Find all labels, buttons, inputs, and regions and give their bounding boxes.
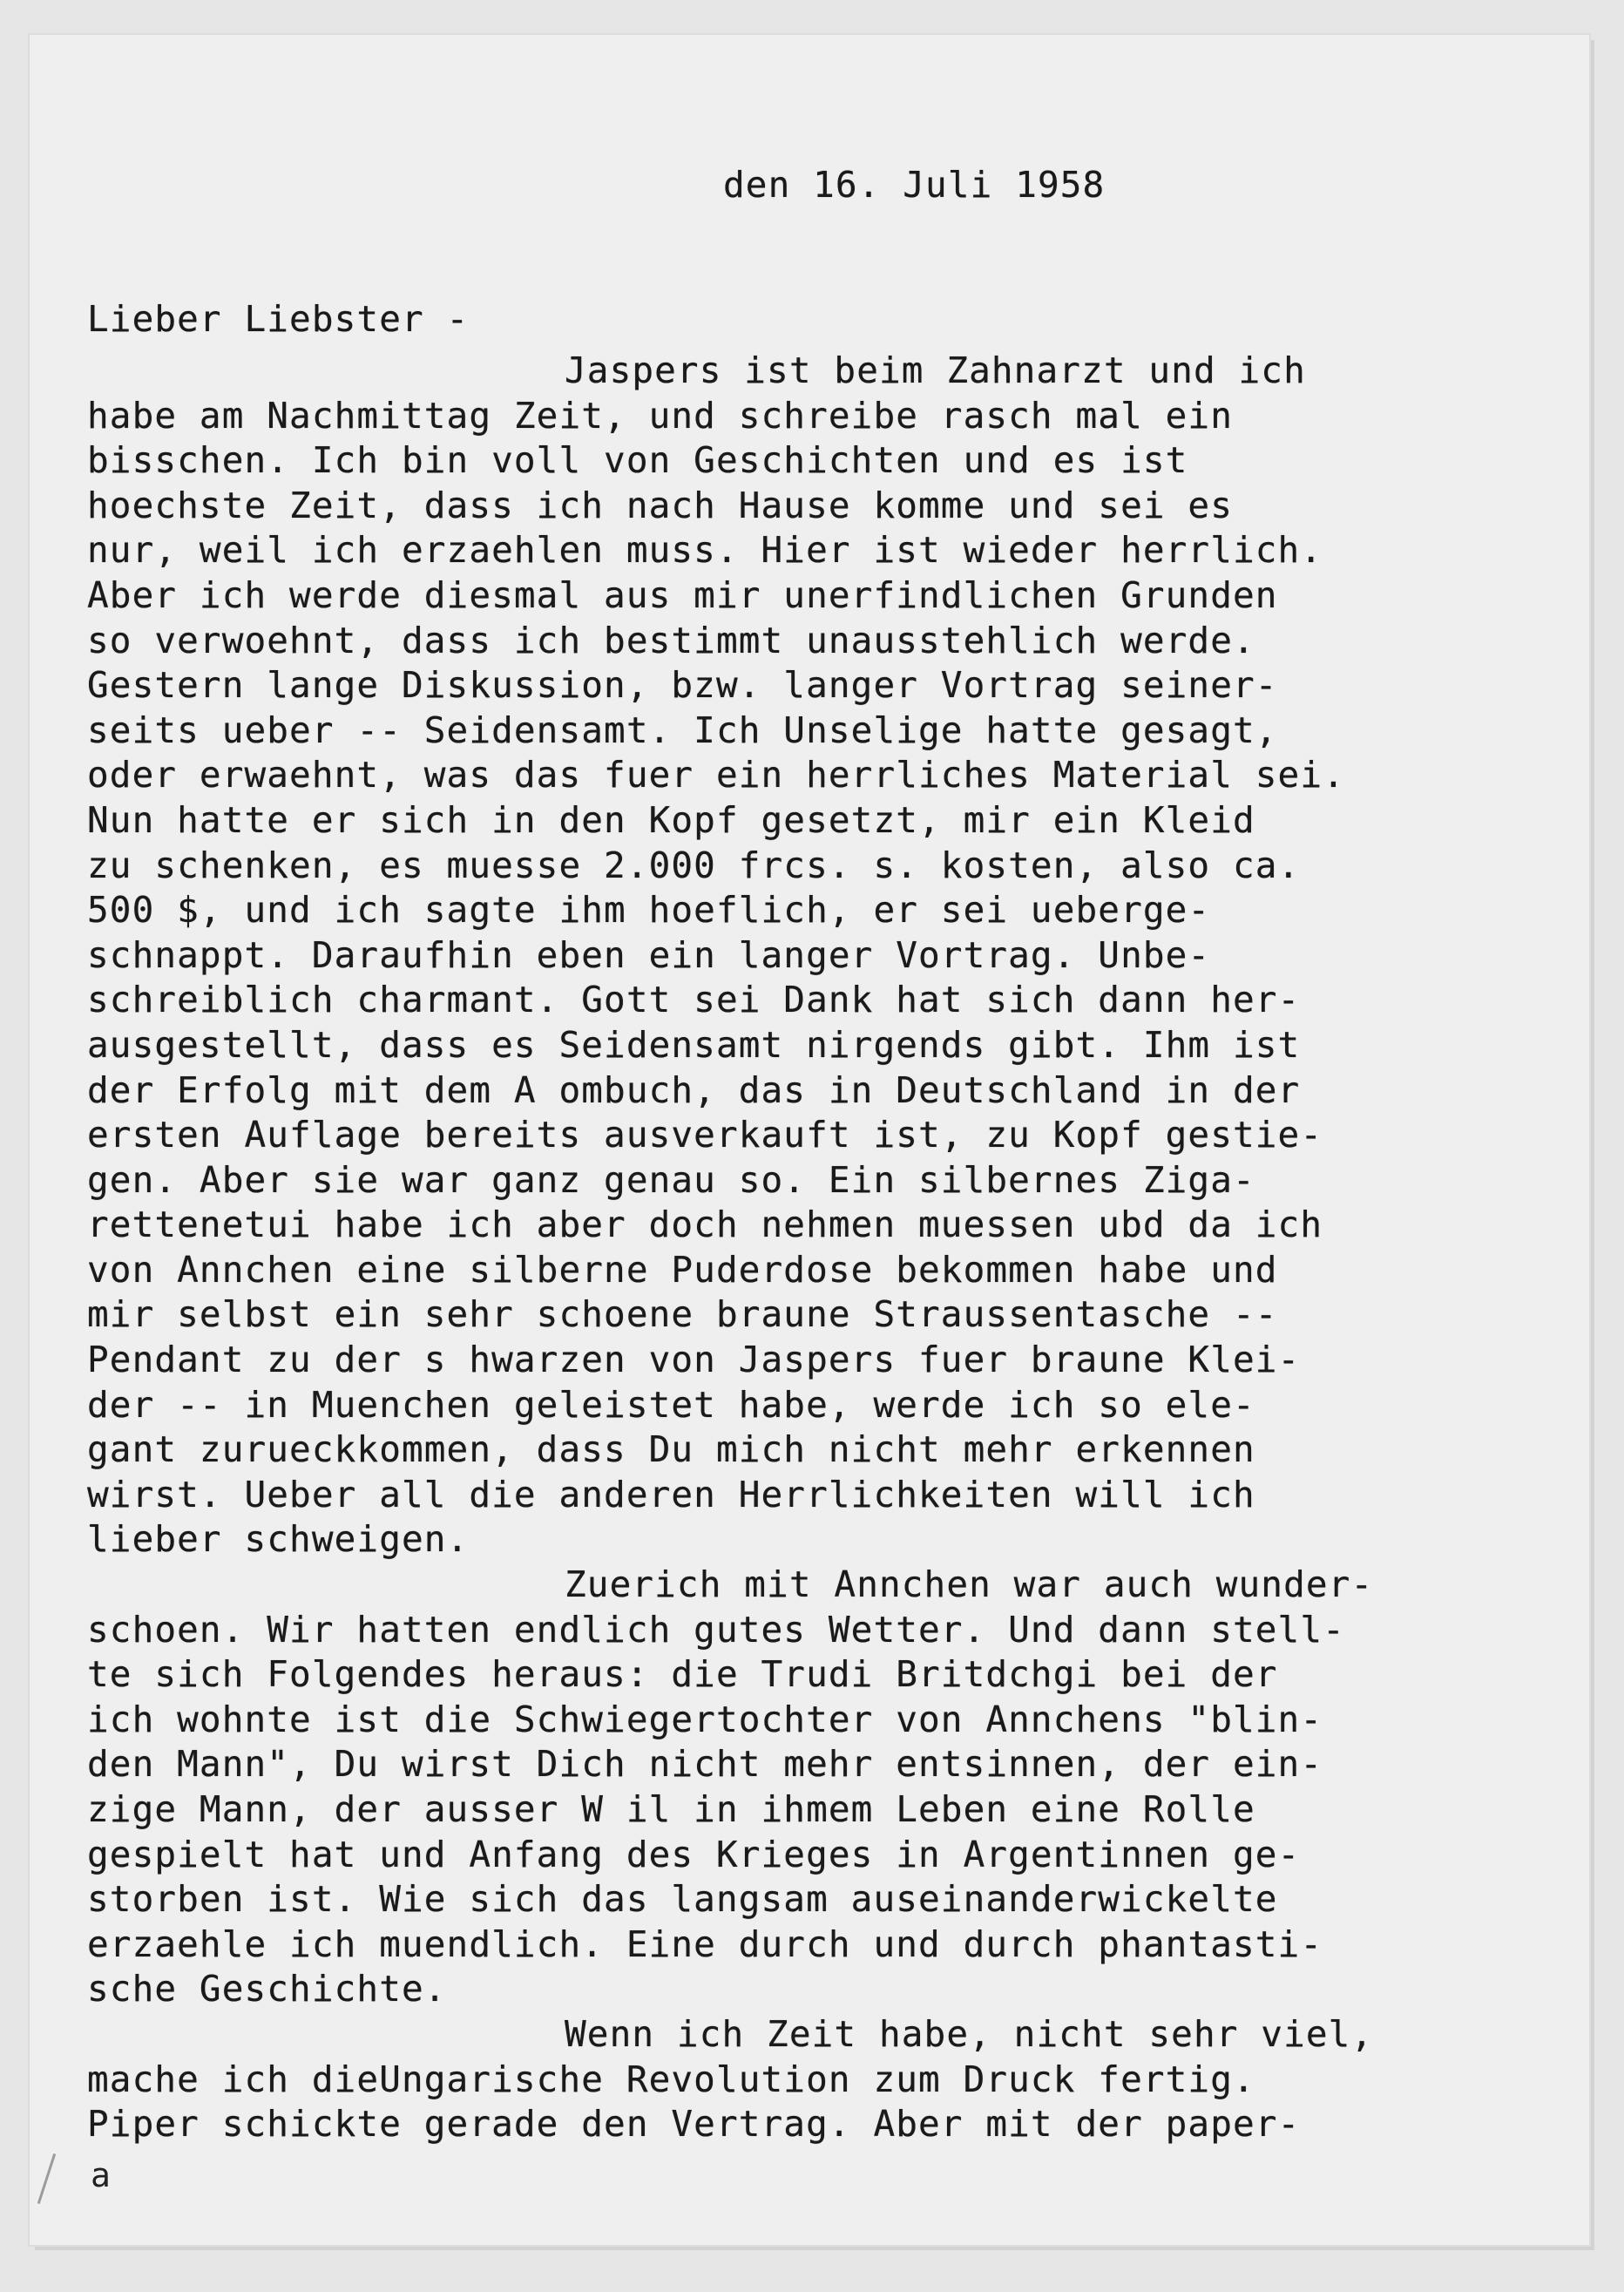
- letter-line: ersten Auflage bereits ausverkauft ist, zu Kopf gestie-: [87, 1114, 1323, 1156]
- letter-line: gant zurueckkommen, dass Du mich nicht mehr erkennen: [87, 1428, 1255, 1471]
- letter-line: Wenn ich Zeit habe, nicht sehr viel,: [565, 2012, 1374, 2055]
- letter-line: mache ich dieUngarische Revolution zum Druck fertig.: [87, 2058, 1255, 2100]
- letter-line: ausgestellt, dass es Seidensamt nirgends gibt. Ihm ist: [87, 1023, 1301, 1066]
- letter-line: Piper schickte gerade den Vertrag. Aber mit der paper-: [87, 2103, 1301, 2146]
- letter-line: 500 $, und ich sagte ihm hoeflich, er sei ueberge-: [87, 889, 1211, 932]
- letter-line: rettenetui habe ich aber doch nehmen muessen ubd da ich: [87, 1204, 1323, 1246]
- letter-line: mir selbst ein sehr schoene braune Straussentasche --: [87, 1293, 1278, 1336]
- letter-line: sche Geschichte.: [87, 1968, 447, 2011]
- letter-line: Gestern lange Diskussion, bzw. langer Vortrag seiner-: [87, 664, 1278, 707]
- letter-line: Pendant zu der s hwarzen von Jaspers fuer braune Klei-: [87, 1339, 1301, 1381]
- letter-body: [87, 349, 1586, 2147]
- letter-line: schoen. Wir hatten endlich gutes Wetter. Und dann stell-: [87, 1608, 1345, 1651]
- letter-line: zige Mann, der ausser W il in ihmem Leben eine Rolle: [87, 1788, 1255, 1830]
- letter-line: der Erfolg mit dem A ombuch, das in Deutschland in der: [87, 1068, 1301, 1111]
- letter-line: erzaehle ich muendlich. Eine durch und durch phantasti-: [87, 1922, 1323, 1965]
- letter-line: zu schenken, es muesse 2.000 frcs. s. kosten, also ca.: [87, 844, 1301, 886]
- letter-line: nur, weil ich erzaehlen muss. Hier ist wieder herrlich.: [87, 529, 1323, 572]
- letter-line: wirst. Ueber all die anderen Herrlichkeiten will ich: [87, 1473, 1255, 1516]
- letter-line: storben ist. Wie sich das langsam auseinanderwickelte: [87, 1878, 1278, 1921]
- letter-line: lieber schweigen.: [87, 1518, 470, 1561]
- letter-line: oder erwaehnt, was das fuer ein herrliches Material sei.: [87, 754, 1345, 797]
- letter-line: der -- in Muenchen geleistet habe, werde ich so ele-: [87, 1383, 1255, 1426]
- letter-line: so verwoehnt, dass ich bestimmt unausstehlich werde.: [87, 619, 1255, 661]
- letter-date: den 16. Juli 1958: [723, 164, 1106, 206]
- letter-line: schnappt. Daraufhin eben ein langer Vortrag. Unbe-: [87, 933, 1211, 976]
- letter-line: schreiblich charmant. Gott sei Dank hat sich dann her-: [87, 979, 1301, 1021]
- letter-line: den Mann", Du wirst Dich nicht mehr entsinnen, der ein-: [87, 1743, 1323, 1786]
- letter-line: Jaspers ist beim Zahnarzt und ich: [565, 349, 1306, 391]
- letter-line: te sich Folgendes heraus: die Trudi Britdchgi bei der: [87, 1653, 1278, 1696]
- letter-line: von Annchen eine silberne Puderdose bekommen habe und: [87, 1248, 1278, 1291]
- letter-line: Zuerich mit Annchen war auch wunder-: [565, 1563, 1374, 1606]
- letter-line: gespielt hat und Anfang des Krieges in Argentinnen ge-: [87, 1833, 1301, 1875]
- letter-line: hoechste Zeit, dass ich nach Hause komme und sei es: [87, 484, 1233, 526]
- letter-salutation: Lieber Liebster -: [87, 298, 470, 340]
- letter-line: seits ueber -- Seidensamt. Ich Unselige hatte gesagt,: [87, 709, 1278, 751]
- letter-line: ich wohnte ist die Schwiegertochter von Annchens "blin-: [87, 1698, 1323, 1740]
- letter-line: habe am Nachmittag Zeit, und schreibe rasch mal ein: [87, 394, 1233, 437]
- page-marker: a: [91, 2156, 111, 2194]
- letter-line: bisschen. Ich bin voll von Geschichten und es ist: [87, 439, 1188, 482]
- letter-line: gen. Aber sie war ganz genau so. Ein silbernes Ziga-: [87, 1158, 1255, 1201]
- letter-line: Nun hatte er sich in den Kopf gesetzt, mir ein Kleid: [87, 798, 1255, 841]
- letter-line: Aber ich werde diesmal aus mir unerfindlichen Grunden: [87, 573, 1278, 616]
